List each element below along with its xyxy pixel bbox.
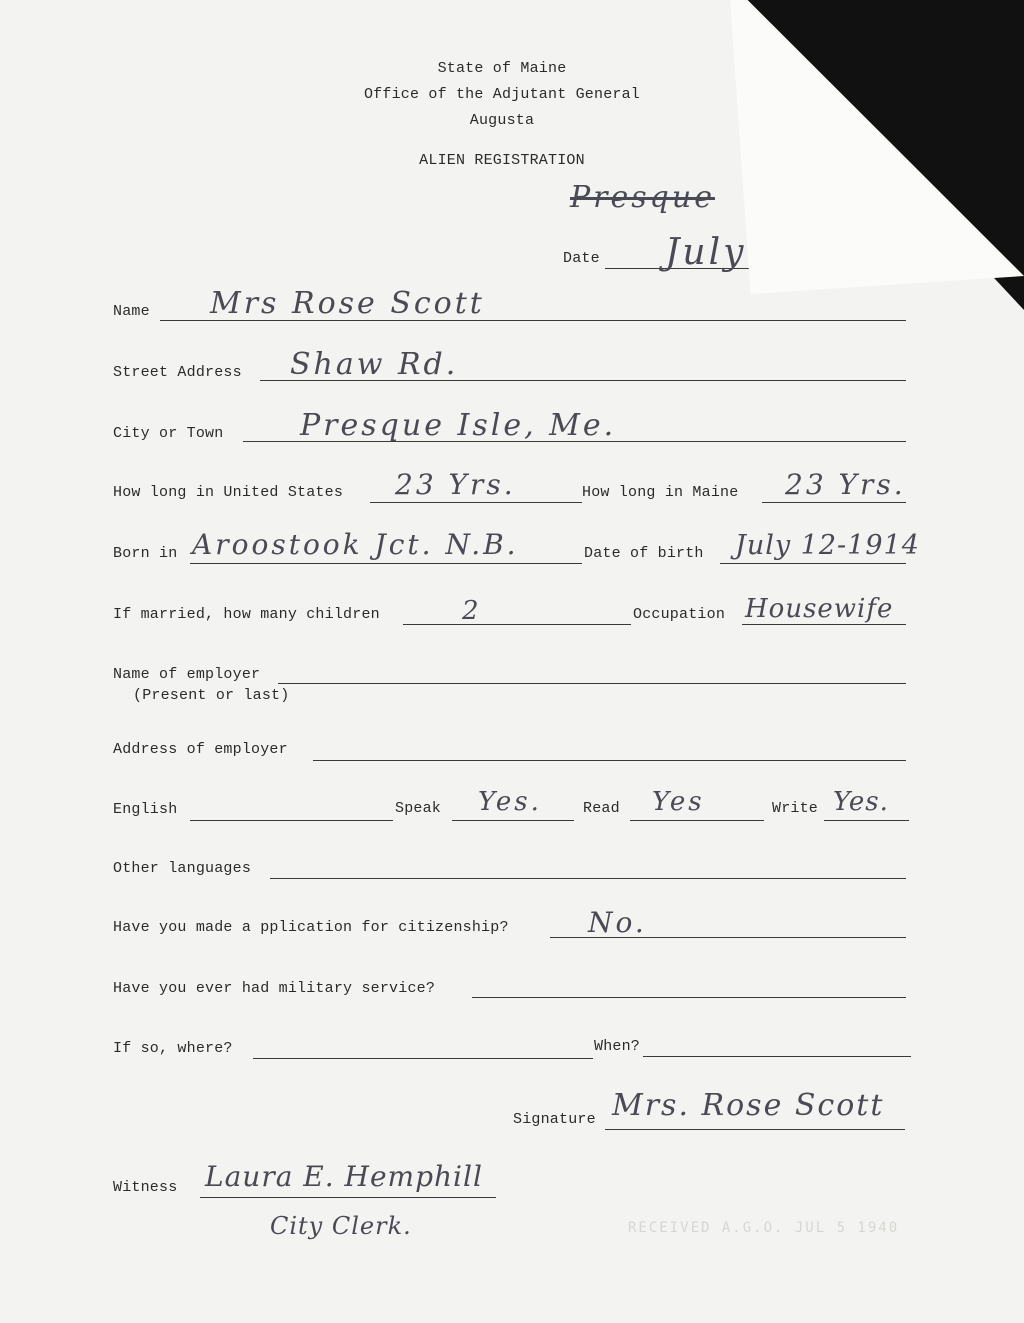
witness-value: Laura E. Hemphill bbox=[205, 1160, 483, 1193]
employer-line bbox=[278, 683, 906, 684]
employer-sublabel: (Present or last) bbox=[133, 687, 290, 704]
write-label: Write bbox=[772, 800, 819, 817]
received-stamp: RECEIVED A.G.O. JUL 5 1940 bbox=[628, 1220, 900, 1236]
signature-label: Signature bbox=[513, 1111, 596, 1128]
read-line bbox=[630, 820, 764, 821]
witness-title: City Clerk. bbox=[270, 1212, 412, 1240]
date-label: Date bbox=[563, 250, 600, 267]
where-label: If so, where? bbox=[113, 1040, 233, 1057]
date-value: July bbox=[665, 232, 747, 273]
signature-line bbox=[605, 1129, 905, 1130]
occupation-label: Occupation bbox=[633, 606, 726, 623]
citizenship-label: Have you made a pplication for citizenship? bbox=[113, 919, 509, 936]
children-label: If married, how many children bbox=[113, 606, 380, 623]
witness-label: Witness bbox=[113, 1179, 178, 1196]
born-line bbox=[190, 563, 582, 564]
citizenship-value: No. bbox=[588, 906, 647, 939]
occupation-value: Housewife bbox=[745, 594, 894, 624]
employer-label: Name of employer bbox=[113, 666, 261, 683]
dob-value: July 12-1914 bbox=[735, 530, 920, 561]
read-label: Read bbox=[583, 800, 620, 817]
employer-address-line bbox=[313, 760, 906, 761]
born-label: Born in bbox=[113, 545, 178, 562]
street-label: Street Address bbox=[113, 364, 242, 381]
where-line bbox=[253, 1058, 593, 1059]
form-title: ALIEN REGISTRATION bbox=[419, 152, 585, 169]
read-value: Yes bbox=[652, 787, 705, 817]
when-label: When? bbox=[594, 1038, 641, 1055]
born-value: Aroostook Jct. N.B. bbox=[192, 528, 519, 561]
street-value: Shaw Rd. bbox=[290, 347, 459, 382]
witness-line bbox=[200, 1197, 496, 1198]
dob-label: Date of birth bbox=[584, 545, 704, 562]
military-line bbox=[472, 997, 906, 998]
name-value: Mrs Rose Scott bbox=[210, 286, 485, 321]
children-value: 2 bbox=[462, 596, 482, 626]
employer-address-label: Address of employer bbox=[113, 741, 288, 758]
maine-time-line bbox=[762, 502, 906, 503]
maine-time-value: 23 Yrs. bbox=[785, 468, 906, 501]
other-languages-line bbox=[270, 878, 906, 879]
when-line bbox=[643, 1056, 911, 1057]
other-languages-label: Other languages bbox=[113, 860, 252, 877]
signature-value: Mrs. Rose Scott bbox=[612, 1088, 885, 1123]
us-time-label: How long in United States bbox=[113, 484, 344, 501]
header-state: State of Maine bbox=[437, 60, 567, 77]
speak-value: Yes. bbox=[478, 787, 542, 817]
english-label: English bbox=[113, 801, 178, 818]
us-time-line bbox=[370, 502, 582, 503]
children-line bbox=[403, 624, 631, 625]
city-value: Presque Isle, Me. bbox=[300, 408, 617, 443]
occupation-line bbox=[742, 624, 906, 625]
english-line bbox=[190, 820, 393, 821]
dob-line bbox=[720, 563, 906, 564]
write-value: Yes. bbox=[833, 787, 889, 817]
city-label: City or Town bbox=[113, 425, 224, 442]
name-label: Name bbox=[113, 303, 150, 320]
speak-line bbox=[452, 820, 574, 821]
write-line bbox=[824, 820, 909, 821]
header-city: Augusta bbox=[469, 112, 535, 129]
us-time-value: 23 Yrs. bbox=[395, 468, 516, 501]
maine-time-label: How long in Maine bbox=[582, 484, 739, 501]
header-office: Office of the Adjutant General bbox=[363, 86, 641, 103]
place-handwritten: Presque bbox=[570, 180, 715, 215]
speak-label: Speak bbox=[395, 800, 442, 817]
military-label: Have you ever had military service? bbox=[113, 980, 436, 997]
